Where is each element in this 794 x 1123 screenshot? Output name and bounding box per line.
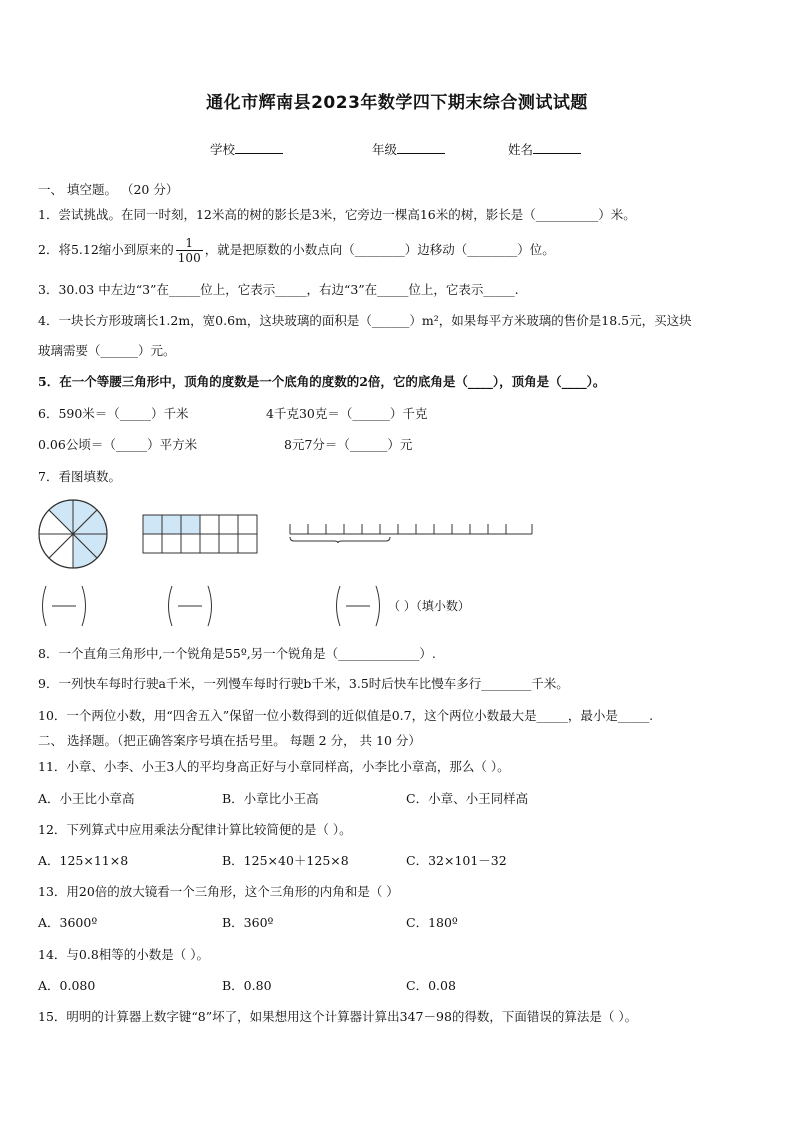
fraction: [176, 236, 203, 265]
question-10: 10．一个两位小数，用“四舍五入”保留一位小数得到的近似值是0.7，这个两位小数最大是_____，最小是_____.: [38, 708, 654, 723]
q14-option-b[interactable]: B．0.80: [222, 978, 272, 993]
q14-option-a[interactable]: A．0.080: [38, 978, 96, 993]
grid-shaded-cells: [143, 515, 200, 534]
question-3: 3．30.03 中左边“3”在_____位上，它表示_____，右边“3”在_____位上，它表示_____.: [38, 282, 519, 297]
name-field: [508, 141, 581, 158]
question-7: 7．看图填数。: [38, 469, 121, 484]
q12-option-c[interactable]: C．32×101－32: [406, 853, 507, 868]
section1-header: 一、 填空题。 （20 分）: [38, 182, 179, 197]
q13-option-b[interactable]: B．360º: [222, 915, 274, 930]
question-9: 9．一列快车每时行驶a千米，一列慢车每时行驶b千米，3.5时后快车比慢车多行________千米。: [38, 676, 569, 691]
question-13: 13．用20倍的放大镜看一个三角形，这个三角形的内角和是（ ）: [38, 884, 399, 899]
grade-blank[interactable]: [397, 141, 445, 154]
grade-label: 年级: [372, 142, 398, 157]
q13-option-a[interactable]: A．3600º: [38, 915, 98, 930]
question-14: 14．与0.8相等的小数是（ ）。: [38, 947, 210, 962]
question-8: 8．一个直角三角形中,一个锐角是55º,另一个锐角是（_____________）.: [38, 646, 436, 661]
page-title: 通化市辉南县2023年数学四下期末综合测试试题: [206, 93, 588, 113]
question-5: 5．在一个等腰三角形中，顶角的度数是一个底角的度数的2倍，它的底角是（____），顶角是（____）。: [38, 374, 606, 389]
school-field: [210, 141, 283, 158]
q12-option-b[interactable]: B．125×40＋125×8: [222, 853, 349, 868]
q13-option-c[interactable]: C．180º: [406, 915, 458, 930]
name-label: 姓名: [508, 142, 534, 157]
question-2: [38, 236, 555, 265]
grid-figure: [140, 514, 258, 554]
answer-fraction-2[interactable]: [164, 584, 216, 628]
grade-field: [372, 141, 445, 158]
number-line-brace: [290, 537, 390, 543]
fraction-numerator: 1: [176, 236, 203, 251]
question-15: 15．明明的计算器上数字键“8”坏了，如果想用这个计算器计算出347－98的得数，下面错误的算法是（ ）。: [38, 1009, 638, 1024]
question-4-line1: 4．一块长方形玻璃长1.2m，宽0.6m，这块玻璃的面积是（______）m²，如果每平方米玻璃的售价是18.5元，买这块: [38, 313, 692, 328]
q11-option-b[interactable]: B．小章比小王高: [222, 791, 319, 806]
question-6b: 4千克30克＝（______）千克: [266, 406, 428, 421]
question-6a: 6．590米＝（_____）千米: [38, 406, 189, 421]
question-1: 1．尝试挑战。在同一时刻，12米高的树的影长是3米，它旁边一棵高16米的树，影长是（__________）米。: [38, 207, 636, 222]
q14-option-c[interactable]: C．0.08: [406, 978, 456, 993]
question-2-post: ，就是把原数的小数点向（________）边移动（________）位。: [204, 242, 555, 257]
section2-header: 二、 选择题。（把正确答案序号填在括号里。 每题 2 分， 共 10 分）: [38, 733, 421, 748]
fraction-denominator: 100: [177, 251, 201, 265]
question-12: 12．下列算式中应用乘法分配律计算比较简便的是（ ）。: [38, 822, 352, 837]
question-4-line2: 玻璃需要（______）元。: [38, 343, 176, 358]
q11-option-a[interactable]: A．小王比小章高: [38, 791, 135, 806]
q11-option-c[interactable]: C．小章、小王同样高: [406, 791, 529, 806]
decimal-answer-hint: （ ）（填小数）: [388, 599, 470, 613]
question-6c: 0.06公顷＝（_____）平方米: [38, 437, 198, 452]
school-label: 学校: [210, 142, 236, 157]
answer-fraction-1[interactable]: [38, 584, 90, 628]
name-blank[interactable]: [533, 141, 581, 154]
question-2-pre: 2．将5.12缩小到原来的: [38, 242, 174, 257]
question-6d: 8元7分＝（______）元: [284, 437, 413, 452]
question-11: 11．小章、小李、小王3人的平均身高正好与小章同样高，小李比小章高，那么（ ）。: [38, 759, 510, 774]
number-line-figure: [286, 518, 538, 544]
answer-fraction-3[interactable]: [332, 584, 384, 628]
school-blank[interactable]: [235, 141, 283, 154]
fraction-circle-figure: [36, 497, 110, 571]
q12-option-a[interactable]: A．125×11×8: [38, 853, 129, 868]
